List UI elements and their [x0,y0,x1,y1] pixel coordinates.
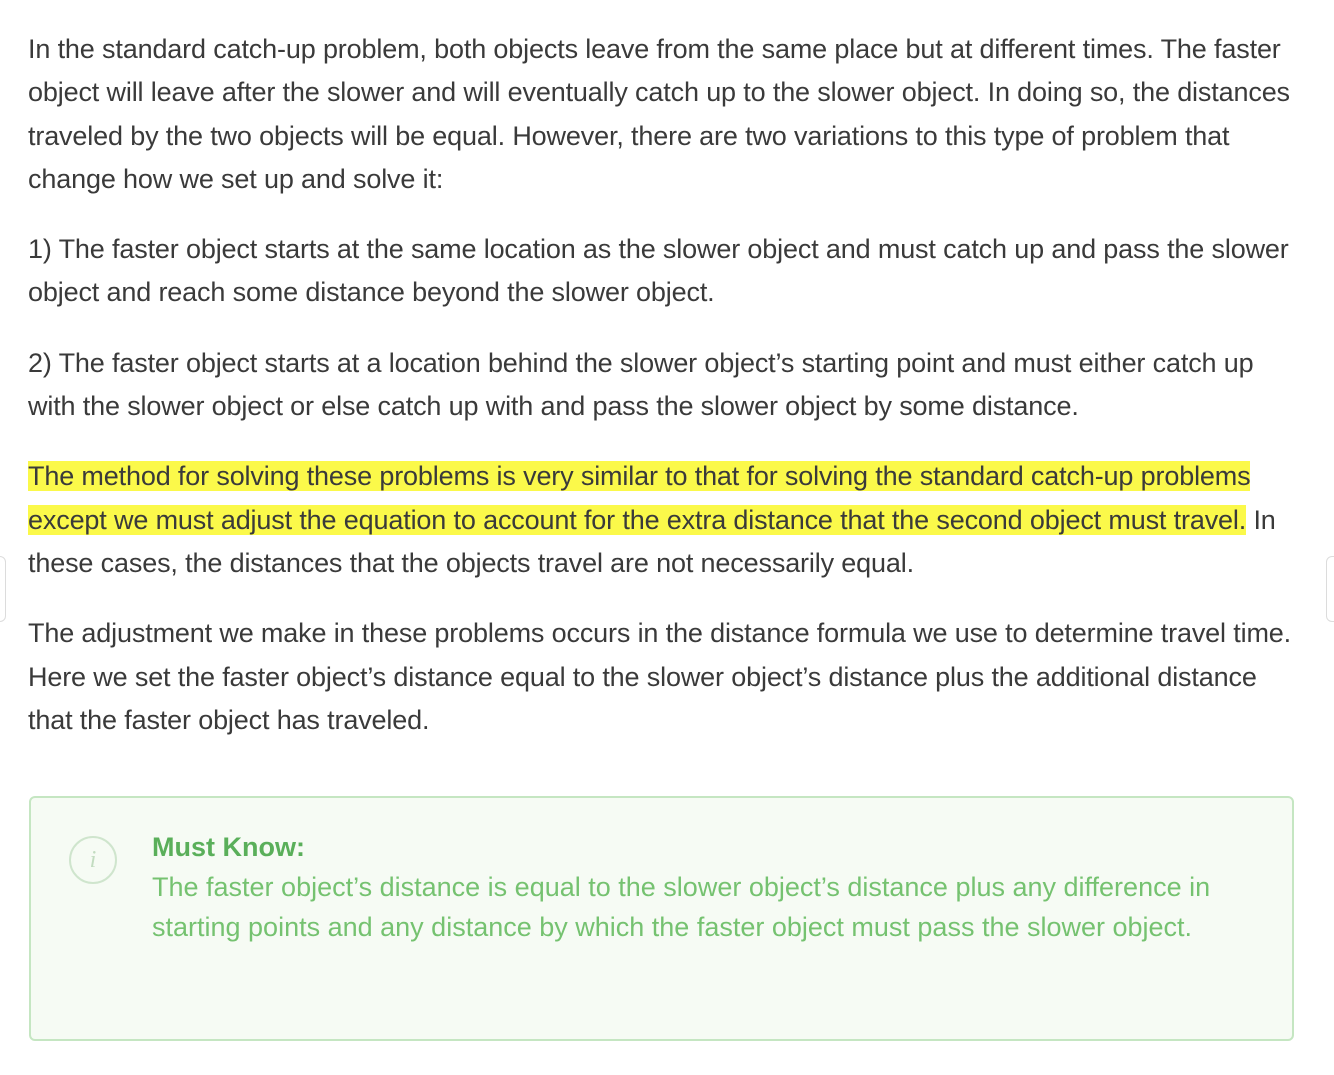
paragraph-variation-1: 1) The faster object starts at the same location as the slower object and must catch up and pass the slower object and reach some distance beyond the slower object. [28,234,1289,308]
callout-body [152,826,1262,947]
paragraph-variation-2: 2) The faster object starts at a location behind the slower object’s starting point and must either catch up with the slower object or else catch up with and pass the slower object by some distance. [28,347,1254,422]
must-know-callout [29,796,1294,1041]
callout-title: Must Know: [152,832,305,862]
highlighted-text[interactable]: The method for solving these problems is very similar to that for solving the standard catch-up problems except we must adjust the equation to account for the extra distance that the second object must travel. [28,461,1251,535]
lesson-content [28,28,1298,769]
left-edge-tab[interactable] [0,556,6,622]
paragraph-intro: In the standard catch-up problem, both objects leave from the same place but at different times. The faster object will leave after the slower and will eventually catch up to the slower object. In doing so, the distances traveled by the two objects will be equal. However, there are two variations to this type of problem that change how we set up and solve it: [28,34,1290,194]
callout-text: The faster object’s distance is equal to the slower object’s distance plus any difference in starting points and any distance by which the faster object must pass the slower object. [152,872,1211,942]
paragraph-method-rest: In these cases, the distances that the objects travel are not necessarily equal. [28,504,1276,578]
paragraph-method [28,455,1298,585]
info-icon: i [69,836,117,884]
right-edge-tab[interactable] [1326,556,1334,622]
paragraph-adjustment: The adjustment we make in these problems occurs in the distance formula we use to determine travel time. Here we set the faster object’s distance equal to the slower object’s distance plus the additional distance that the faster object has traveled. [28,618,1291,735]
